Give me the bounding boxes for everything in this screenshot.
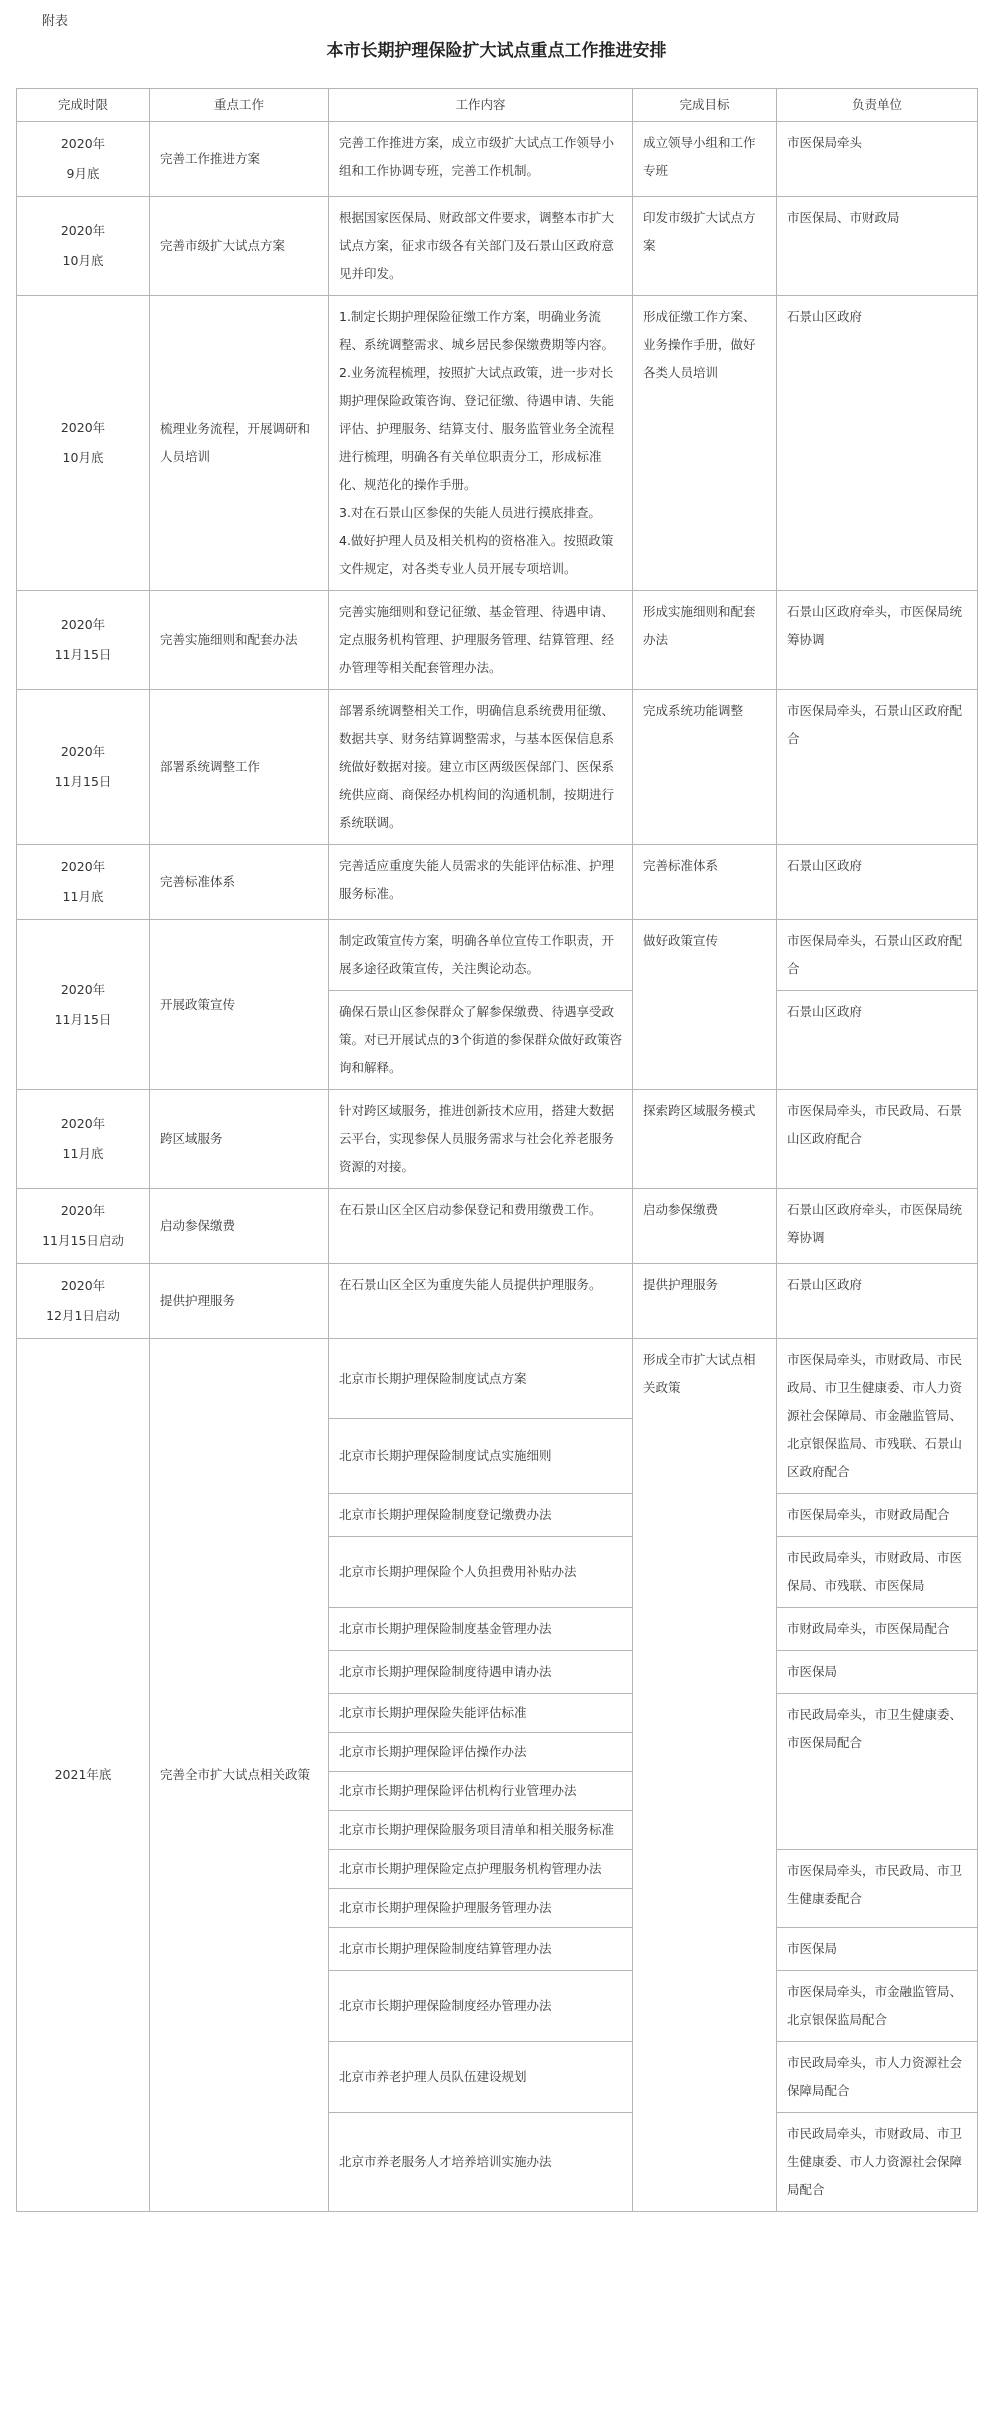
deadline-date: 11月15日启动 [42,1233,124,1248]
goal-cell: 成立领导小组和工作专班 [633,122,777,197]
key-task-cell: 提供护理服务 [150,1264,329,1339]
table-row [17,296,978,591]
unit-cell: 市医保局 [777,1928,978,1971]
table-row [17,920,978,991]
work-content-cell: 确保石景山区参保群众了解参保缴费、待遇享受政策。对已开展试点的3个街道的参保群众做好政策咨询和解释。 [329,991,633,1090]
goal-cell: 形成实施细则和配套办法 [633,591,777,690]
deadline-cell [17,122,150,197]
work-content-cell: 根据国家医保局、财政部文件要求，调整本市扩大试点方案，征求市级各有关部门及石景山区政府意见并印发。 [329,197,633,296]
unit-cell: 市医保局牵头 [777,122,978,197]
deadline-cell: 2021年底 [17,1339,150,2212]
key-task-cell: 完善标准体系 [150,845,329,920]
goal-cell: 探索跨区域服务模式 [633,1090,777,1189]
goal-cell: 提供护理服务 [633,1264,777,1339]
deadline-year: 2020年 [60,1116,106,1131]
goal-cell: 形成全市扩大试点相关政策 [633,1339,777,2212]
policy-item: 北京市长期护理保险制度试点实施细则 [329,1419,633,1494]
table-row [17,1339,978,1419]
work-content-cell: 在石景山区全区启动参保登记和费用缴费工作。 [329,1189,633,1264]
policy-item: 北京市长期护理保险制度经办管理办法 [329,1971,633,2042]
unit-cell: 石景山区政府牵头，市医保局统筹协调 [777,591,978,690]
unit-cell: 石景山区政府牵头，市医保局统筹协调 [777,1189,978,1264]
deadline-date: 10月底 [62,450,104,465]
deadline-date: 11月底 [62,889,104,904]
work-content-cell [329,296,633,591]
unit-cell: 市医保局牵头，石景山区政府配合 [777,920,978,991]
deadline-date: 11月15日 [54,774,112,789]
unit-cell: 石景山区政府 [777,845,978,920]
policy-item: 北京市长期护理保险服务项目清单和相关服务标准 [329,1811,633,1850]
policy-item: 北京市养老护理人员队伍建设规划 [329,2042,633,2113]
unit-cell: 市医保局牵头，市民政局、市卫生健康委配合 [777,1850,978,1928]
key-task-cell: 完善实施细则和配套办法 [150,591,329,690]
unit-cell: 市医保局牵头，市金融监管局、北京银保监局配合 [777,1971,978,2042]
unit-cell: 市医保局牵头，市民政局、石景山区政府配合 [777,1090,978,1189]
unit-cell: 市医保局牵头，市财政局配合 [777,1494,978,1537]
work-content-cell: 完善适应重度失能人员需求的失能评估标准、护理服务标准。 [329,845,633,920]
work-schedule-table [16,88,978,2212]
key-task-cell: 梳理业务流程，开展调研和人员培训 [150,296,329,591]
key-task-cell: 启动参保缴费 [150,1189,329,1264]
deadline-date: 12月1日启动 [46,1308,120,1323]
goal-cell: 做好政策宣传 [633,920,777,1090]
policy-item: 北京市长期护理保险制度待遇申请办法 [329,1651,633,1694]
unit-cell: 石景山区政府 [777,296,978,591]
work-content-cell: 部署系统调整相关工作，明确信息系统费用征缴、数据共享、财务结算调整需求，与基本医保信息系统做好数据对接。建立市区两级医保部门、医保系统供应商、商保经办机构间的沟通机制，按期进行系统联调。 [329,690,633,845]
content-item: 3.对在石景山区参保的失能人员进行摸底排查。 [339,505,601,520]
key-task-cell: 部署系统调整工作 [150,690,329,845]
content-item: 4.做好护理人员及相关机构的资格准入。按照政策文件规定，对各类专业人员开展专项培训。 [339,533,614,576]
unit-cell: 市财政局牵头，市医保局配合 [777,1608,978,1651]
deadline-cell [17,845,150,920]
deadline-cell [17,591,150,690]
policy-item: 北京市长期护理保险制度结算管理办法 [329,1928,633,1971]
deadline-date: 11月15日 [54,1011,112,1027]
goal-cell: 形成征缴工作方案、业务操作手册，做好各类人员培训 [633,296,777,591]
unit-cell: 市民政局牵头，市财政局、市卫生健康委、市人力资源社会保障局配合 [777,2113,978,2212]
deadline-year: 2020年 [60,981,106,997]
deadline-cell [17,690,150,845]
table-row [17,845,978,920]
table-row [17,1264,978,1339]
unit-cell: 市医保局 [777,1651,978,1694]
table-row [17,122,978,197]
header-key-task: 重点工作 [150,89,329,122]
header-goal: 完成目标 [633,89,777,122]
policy-item: 北京市长期护理保险制度试点方案 [329,1339,633,1419]
deadline-year: 2020年 [60,420,106,435]
table-row [17,591,978,690]
unit-cell: 市民政局牵头，市财政局、市医保局、市残联、市医保局 [777,1537,978,1608]
content-item: 1.制定长期护理保险征缴工作方案，明确业务流程、系统调整需求、城乡居民参保缴费期等内容。 [339,309,615,352]
deadline-cell [17,296,150,591]
deadline-year: 2020年 [60,1278,106,1293]
table-row [17,690,978,845]
annex-label: 附表 [42,14,69,29]
header-deadline: 完成时限 [17,89,150,122]
goal-cell: 印发市级扩大试点方案 [633,197,777,296]
policy-item: 北京市长期护理保险定点护理服务机构管理办法 [329,1850,633,1889]
unit-cell: 石景山区政府 [777,1264,978,1339]
key-task-cell: 完善全市扩大试点相关政策 [150,1339,329,2212]
deadline-cell [17,1264,150,1339]
policy-item: 北京市长期护理保险护理服务管理办法 [329,1889,633,1928]
work-content-cell: 在石景山区全区为重度失能人员提供护理服务。 [329,1264,633,1339]
goal-cell: 启动参保缴费 [633,1189,777,1264]
unit-cell: 石景山区政府 [777,991,978,1090]
deadline-date: 10月底 [62,253,104,268]
work-content-cell: 制定政策宣传方案，明确各单位宣传工作职责，开展多途径政策宣传，关注舆论动态。 [329,920,633,991]
work-content-cell: 针对跨区域服务，推进创新技术应用，搭建大数据云平台，实现参保人员服务需求与社会化养老服务资源的对接。 [329,1090,633,1189]
deadline-date: 11月15日 [54,647,112,662]
policy-item: 北京市长期护理保险评估操作办法 [329,1733,633,1772]
unit-cell: 市民政局牵头，市卫生健康委、市医保局配合 [777,1694,978,1850]
key-task-cell: 跨区域服务 [150,1090,329,1189]
goal-cell: 完善标准体系 [633,845,777,920]
content-item: 2.业务流程梳理，按照扩大试点政策，进一步对长期护理保险政策咨询、登记征缴、待遇申请、失能评估、护理服务、结算支付、服务监管业务全流程进行梳理，明确各有关单位职责分工，形成标准化、规范化的操作手册。 [339,365,615,492]
deadline-year: 2020年 [60,859,106,874]
work-content-cell: 完善工作推进方案，成立市级扩大试点工作领导小组和工作协调专班，完善工作机制。 [329,122,633,197]
policy-item: 北京市长期护理保险失能评估标准 [329,1694,633,1733]
page-title: 本市长期护理保险扩大试点重点工作推进安排 [326,41,667,61]
deadline-year: 2020年 [60,223,106,238]
unit-cell: 市医保局牵头，石景山区政府配合 [777,690,978,845]
table-row [17,1189,978,1264]
work-content-cell: 完善实施细则和登记征缴、基金管理、待遇申请、定点服务机构管理、护理服务管理、结算管理、经办管理等相关配套管理办法。 [329,591,633,690]
goal-cell: 完成系统功能调整 [633,690,777,845]
deadline-cell [17,1189,150,1264]
deadline-cell [17,197,150,296]
policy-item: 北京市长期护理保险制度基金管理办法 [329,1608,633,1651]
table-header-row [17,89,978,122]
policy-item: 北京市养老服务人才培养培训实施办法 [329,2113,633,2212]
key-task-cell: 完善工作推进方案 [150,122,329,197]
deadline-date: 11月底 [62,1146,104,1161]
policy-item: 北京市长期护理保险个人负担费用补贴办法 [329,1537,633,1608]
unit-cell: 市医保局、市财政局 [777,197,978,296]
deadline-date: 9月底 [66,166,100,181]
deadline-year: 2020年 [60,617,106,632]
key-task-cell: 开展政策宣传 [150,920,329,1090]
deadline-year: 2020年 [60,1203,106,1218]
policy-item: 北京市长期护理保险制度登记缴费办法 [329,1494,633,1537]
deadline-cell [17,1090,150,1189]
policy-item: 北京市长期护理保险评估机构行业管理办法 [329,1772,633,1811]
deadline-year: 2020年 [60,744,106,759]
key-task-cell: 完善市级扩大试点方案 [150,197,329,296]
table-row [17,197,978,296]
deadline-year: 2020年 [60,136,106,151]
header-responsible-unit: 负责单位 [777,89,978,122]
header-work-content: 工作内容 [329,89,633,122]
unit-cell: 市民政局牵头，市人力资源社会保障局配合 [777,2042,978,2113]
deadline-cell [17,920,150,1090]
unit-cell: 市医保局牵头，市财政局、市民政局、市卫生健康委、市人力资源社会保障局、市金融监管局、北京银保监局、市残联、石景山区政府配合 [777,1339,978,1494]
table-row [17,1090,978,1189]
